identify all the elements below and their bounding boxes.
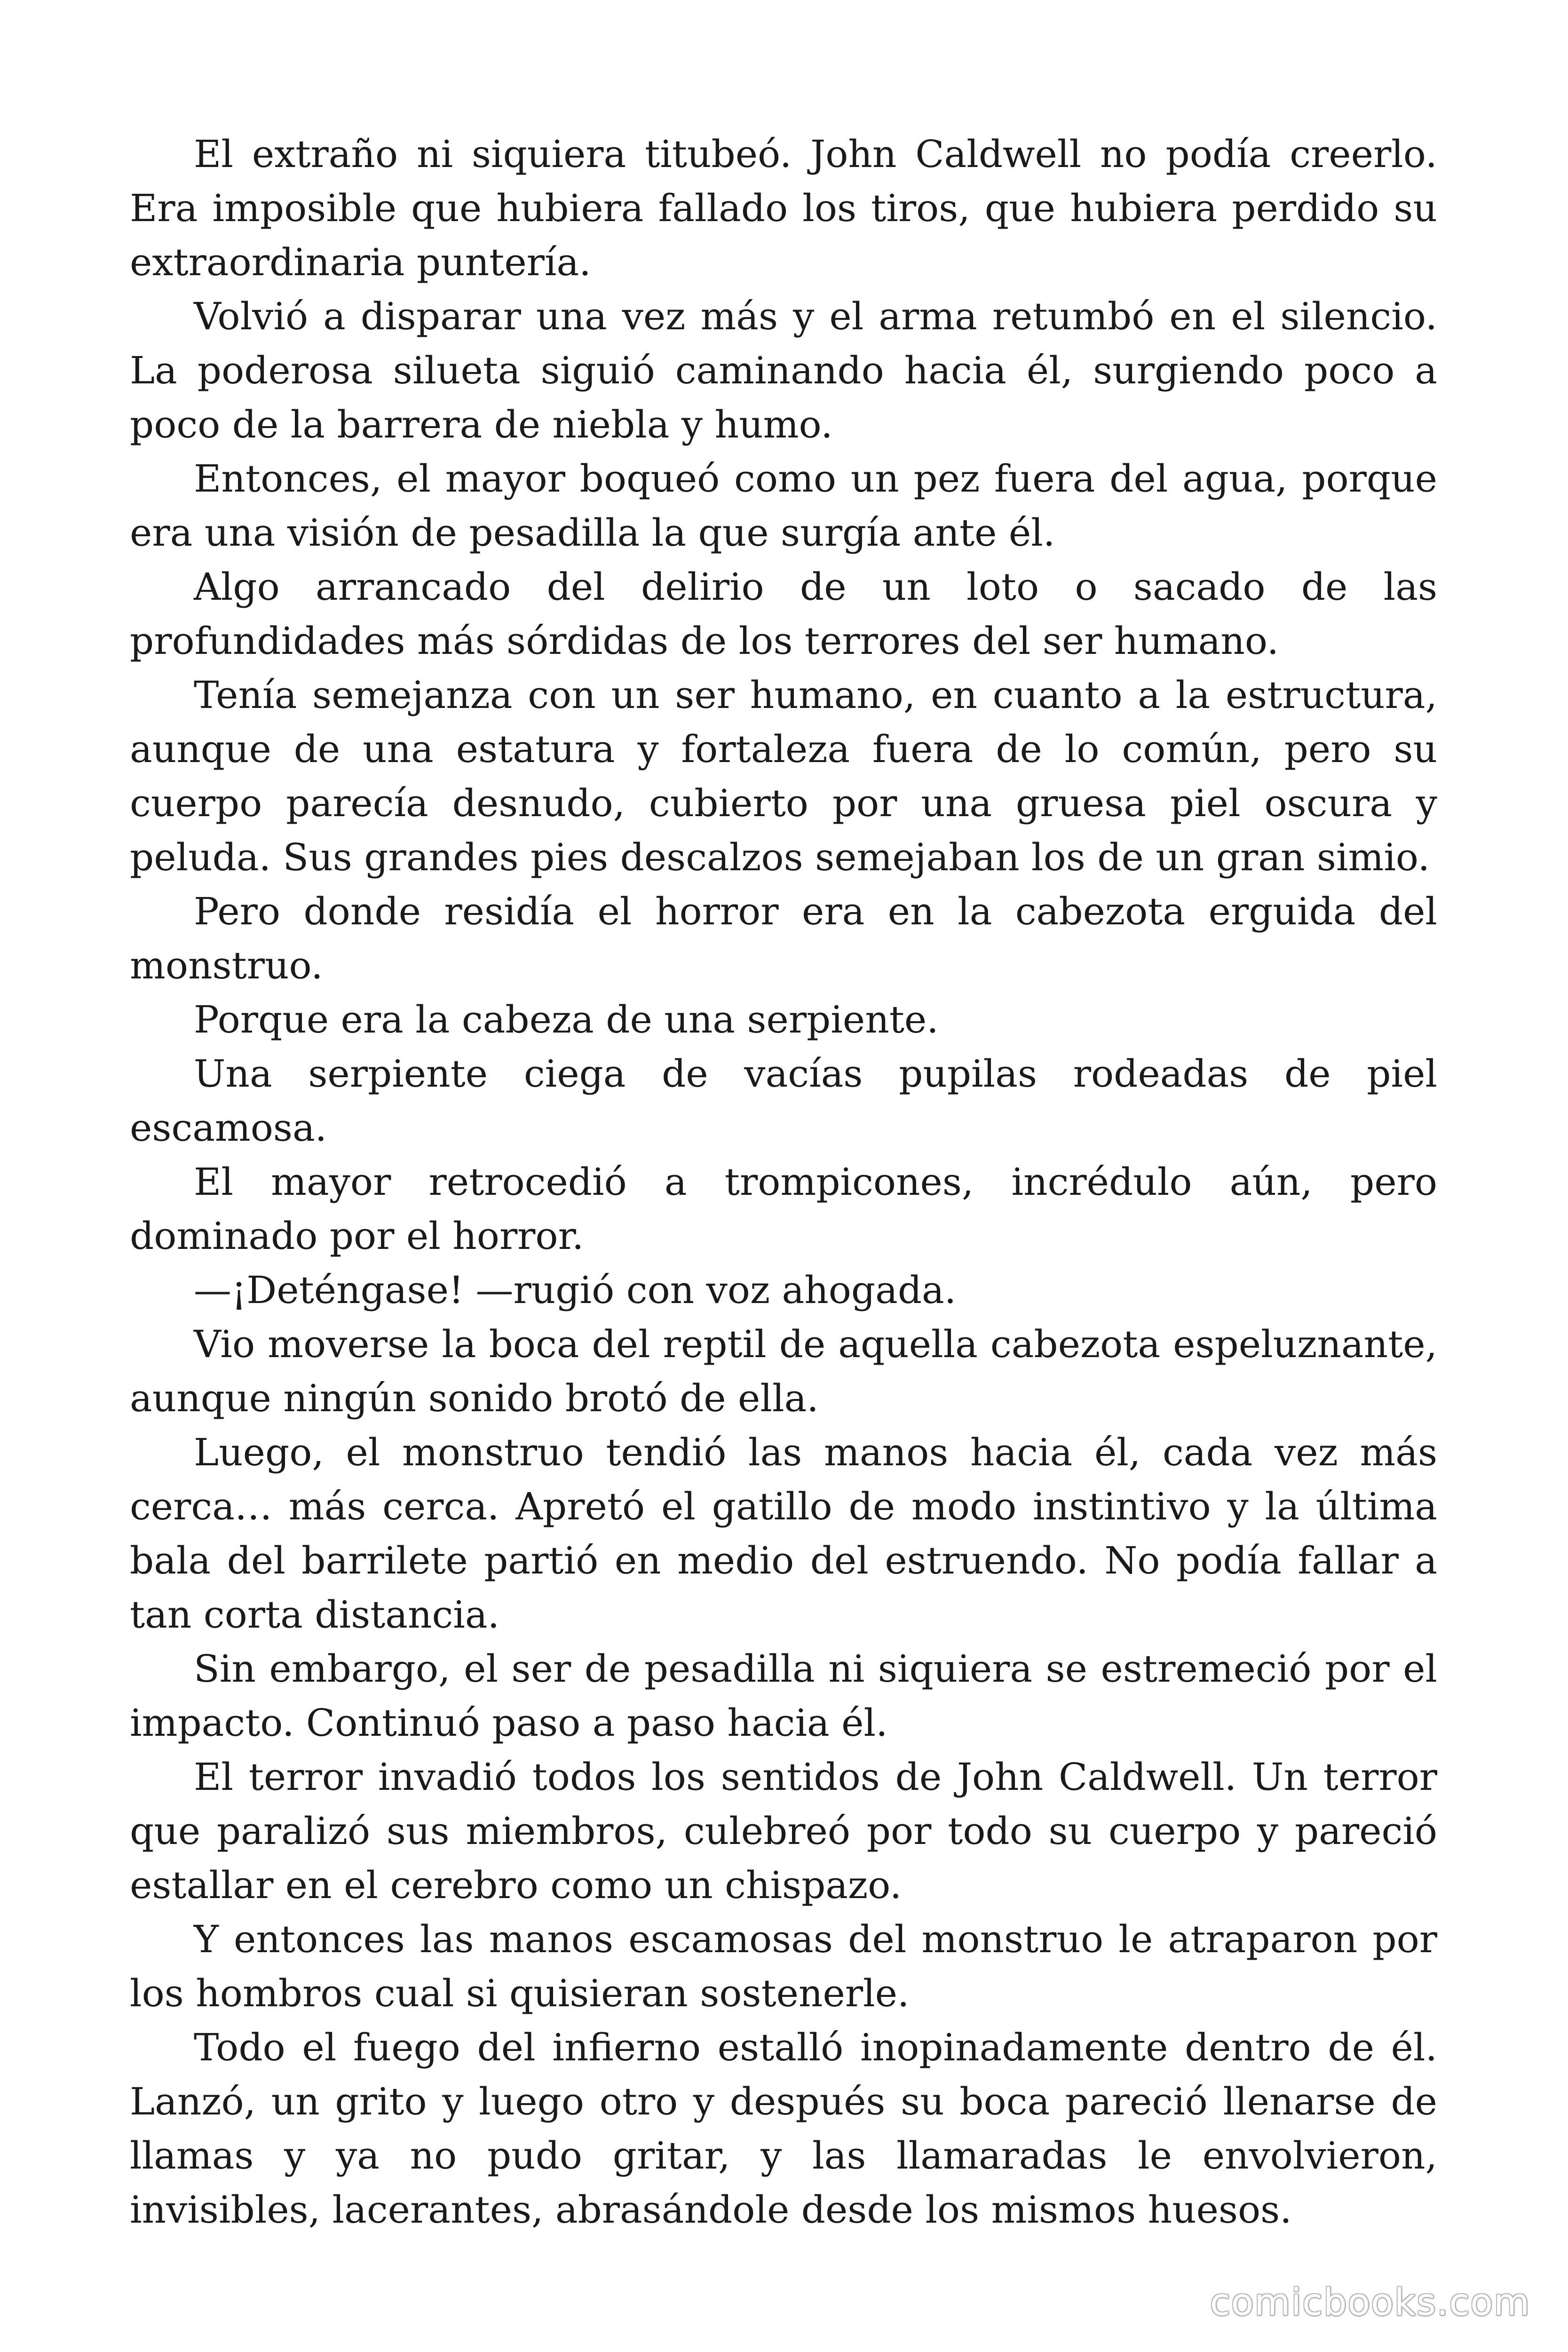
paragraph: Algo arrancado del delirio de un loto o sacado de las profundidades más sórdidas de los terrores del ser humano. bbox=[130, 565, 1437, 663]
paragraph: Porque era la cabeza de una serpiente. bbox=[194, 998, 939, 1041]
paragraph: El extraño ni siquiera titubeó. John Caldwell no podía creerlo. Era imposible que hubiera fallado los tiros, que hubiera perdido su extraordinaria puntería. bbox=[130, 132, 1437, 284]
paragraph: Entonces, el mayor boqueó como un pez fuera del agua, porque era una visión de pesadilla la que surgía ante él. bbox=[130, 457, 1437, 555]
paragraph: Sin embargo, el ser de pesadilla ni siquiera se estremeció por el impacto. Continuó paso a paso hacia él. bbox=[130, 1647, 1437, 1745]
paragraph: El terror invadió todos los sentidos de John Caldwell. Un terror que paralizó sus miembros, culebreó por todo su cuerpo y pareció estallar en el cerebro como un chispazo. bbox=[130, 1755, 1437, 1907]
paragraph: Luego, el monstruo tendió las manos hacia él, cada vez más cerca… más cerca. Apretó el gatillo de modo instintivo y la última bala del barrilete partió en medio del estruendo. No podía fallar a tan corta distancia. bbox=[130, 1430, 1437, 1637]
paragraph: Tenía semejanza con un ser humano, en cuanto a la estructura, aunque de una estatura y fortaleza fuera de lo común, pero su cuerpo parecía desnudo, cubierto por una gruesa piel oscura y peluda. Sus grandes pies descalzos semejaban los de un gran simio. bbox=[130, 673, 1437, 879]
paragraph: Todo el fuego del infierno estalló inopinadamente dentro de él. Lanzó, un grito y luego otro y después su boca pareció llenarse de llamas y ya no pudo gritar, y las llamaradas le envolvieron, invisibles, lacerantes, abrasándole desde los mismos huesos. bbox=[130, 2026, 1437, 2232]
paragraph: Una serpiente ciega de vacías pupilas rodeadas de piel escamosa. bbox=[130, 1052, 1437, 1150]
paragraph: Vio moverse la boca del reptil de aquella cabezota espeluznante, aunque ningún sonido brotó de ella. bbox=[130, 1322, 1437, 1420]
paragraph: El mayor retrocedió a trompicones, incrédulo aún, pero dominado por el horror. bbox=[130, 1160, 1437, 1258]
page-text bbox=[130, 127, 1437, 2237]
paragraph: —¡Deténgase! —rugió con voz ahogada. bbox=[194, 1268, 957, 1312]
paragraph: Y entonces las manos escamosas del monstruo le atraparon por los hombros cual si quisieran sostenerle. bbox=[130, 1917, 1437, 2015]
paragraph: Pero donde residía el horror era en la cabezota erguida del monstruo. bbox=[130, 890, 1437, 987]
watermark: comicbooks.com bbox=[1210, 2281, 1530, 2324]
paragraph: Volvió a disparar una vez más y el arma retumbó en el silencio. La poderosa silueta siguió caminando hacia él, surgiendo poco a poco de la barrera de niebla y humo. bbox=[130, 294, 1437, 446]
